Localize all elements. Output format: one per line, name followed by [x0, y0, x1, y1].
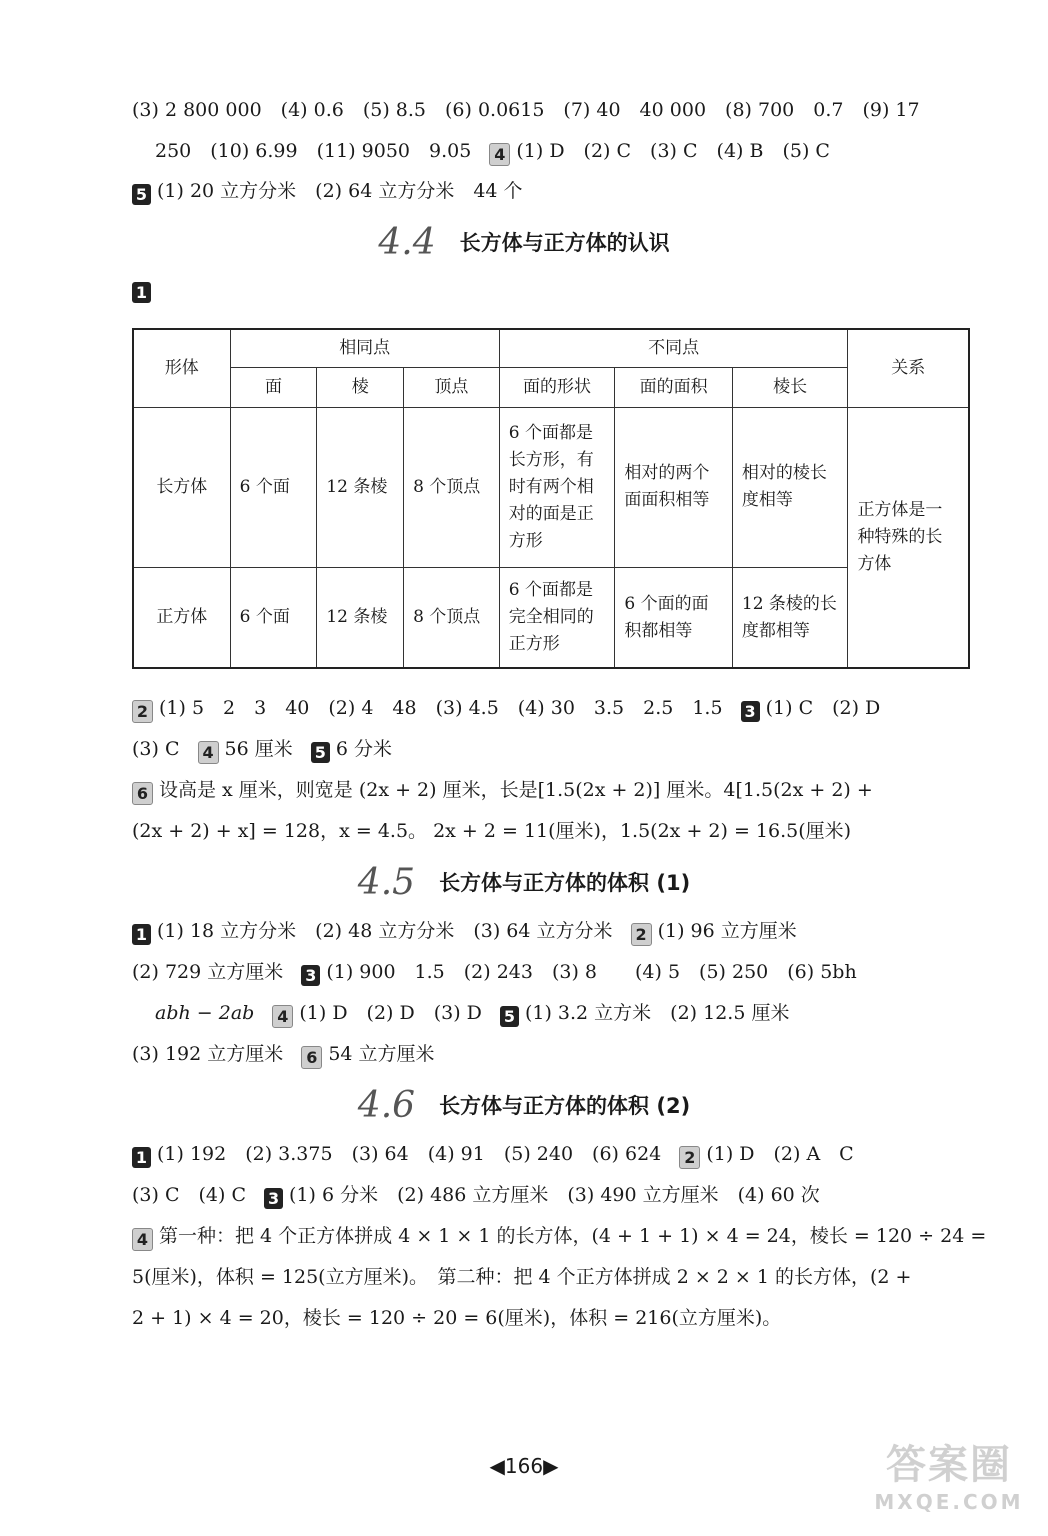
question-badge: 2	[132, 700, 153, 723]
answer-line	[132, 178, 523, 205]
table-subheader: 面	[230, 367, 317, 407]
answer-text: (1) 20 立方分米 (2) 64 立方分米 44 个	[157, 180, 523, 202]
answer-text: (1) 96 立方厘米	[657, 920, 797, 942]
table-cell: 正方体	[133, 568, 230, 668]
table-header: 相同点	[230, 329, 499, 367]
table-cell: 12 条棱的长度都相等	[732, 568, 848, 668]
answer-text: (1) D (2) C (3) C (4) B (5) C	[516, 140, 830, 162]
answer-text: (2) 729 立方厘米	[132, 961, 284, 983]
table-cell: 6 个面	[230, 407, 317, 567]
section-number: 4.4	[378, 222, 436, 263]
answer-text: abh − 2ab	[155, 1002, 255, 1024]
table-header: 形体	[133, 329, 230, 407]
table-cell: 6 个面都是完全相同的正方形	[499, 568, 615, 668]
section-heading	[0, 862, 1048, 903]
question-badge: 3	[741, 701, 760, 722]
section-title: 长方体与正方体的体积 (2)	[439, 1094, 691, 1118]
answer-line	[132, 1041, 435, 1069]
table-header: 关系	[848, 329, 969, 407]
table-subheader: 顶点	[404, 367, 500, 407]
answer-text: (1) 6 分米 (2) 486 立方厘米 (3) 490 立方厘米 (4) 60 次	[289, 1184, 820, 1206]
table-cell: 8 个顶点	[404, 407, 500, 567]
comparison-table	[132, 328, 970, 669]
table-cell: 12 条棱	[317, 568, 404, 668]
answer-line	[132, 1182, 820, 1209]
answer-text: (1) 900 1.5 (2) 243 (3) 8 (4) 5 (5) 250 (6) 5bh	[326, 961, 857, 983]
answer-text: 56 厘米	[224, 738, 293, 760]
question-badge: 3	[264, 1188, 283, 1209]
question-badge: 4	[489, 143, 510, 166]
question-badge: 2	[631, 923, 652, 946]
answer-text: (1) D (2) A C	[706, 1143, 854, 1165]
page-number: ◀166▶	[489, 1454, 559, 1478]
question-badge: 1	[132, 924, 151, 945]
table-cell: 6 个面都是长方形，有时有两个相对的面是正方形	[499, 407, 615, 567]
answer-line	[155, 1000, 789, 1028]
table-subheader: 棱长	[732, 367, 848, 407]
question-badge: 6	[301, 1046, 322, 1069]
answer-text: (1) 192 (2) 3.375 (3) 64 (4) 91 (5) 240 (6) 624	[157, 1143, 662, 1165]
section-heading	[0, 1085, 1048, 1126]
question-badge: 4	[132, 1228, 153, 1251]
answer-text: 250 (10) 6.99 (11) 9050 9.05	[155, 140, 472, 162]
section-title: 长方体与正方体的认识	[459, 231, 670, 255]
section-title: 长方体与正方体的体积 (1)	[439, 871, 691, 895]
table-subheader: 面的形状	[499, 367, 615, 407]
table-subheader: 面的面积	[615, 367, 733, 407]
question-badge: 2	[679, 1146, 700, 1169]
table-cell: 长方体	[133, 407, 230, 567]
answer-line	[132, 1223, 986, 1251]
table-cell: 正方体是一种特殊的长方体	[848, 407, 969, 668]
answer-text: (1) 18 立方分米 (2) 48 立方分米 (3) 64 立方分米	[157, 920, 613, 942]
answer-line	[132, 959, 857, 986]
answer-text: (3) C	[132, 738, 180, 760]
answer-text: (1) D (2) D (3) D	[299, 1002, 482, 1024]
table-subheader: 棱	[317, 367, 404, 407]
question-badge: 1	[132, 1147, 151, 1168]
answer-line	[132, 1141, 854, 1169]
question-badge: 5	[132, 184, 151, 205]
table-cell: 6 个面的面积都相等	[615, 568, 733, 668]
answer-line	[132, 736, 392, 764]
section-number: 4.5	[357, 862, 416, 903]
section-number: 4.6	[357, 1085, 416, 1126]
table-header: 不同点	[499, 329, 848, 367]
answer-text: 54 立方厘米	[328, 1043, 435, 1065]
answer-line	[132, 777, 873, 805]
table-cell: 12 条棱	[317, 407, 404, 567]
answer-line: 5(厘米)，体积 = 125(立方厘米)。 第二种：把 4 个正方体拼成 2 × 2 × 1 的长方体，(2 +	[132, 1266, 912, 1288]
section-heading	[0, 222, 1048, 263]
table-cell: 6 个面	[230, 568, 317, 668]
answer-line	[132, 695, 880, 723]
question-badge: 5	[311, 742, 330, 763]
answer-line: (3) 2 800 000 (4) 0.6 (5) 8.5 (6) 0.0615 (7) 40 40 000 (8) 700 0.7 (9) 17	[132, 99, 920, 121]
table-row	[133, 568, 969, 668]
table-cell: 相对的两个面面积相等	[615, 407, 733, 567]
table-cell: 8 个顶点	[404, 568, 500, 668]
answer-text: (1) C (2) D	[765, 697, 881, 719]
answer-line	[132, 918, 797, 946]
answer-text: 设高是 x 厘米，则宽是 (2x + 2) 厘米，长是[1.5(2x + 2)] 厘米。4[1.5(2x + 2) +	[159, 779, 873, 801]
answer-line: (2x + 2) + x] = 128，x = 4.5。 2x + 2 = 11(厘米)，1.5(2x + 2) = 16.5(厘米)	[132, 820, 852, 842]
question-badge: 4	[198, 741, 219, 764]
question-badge: 5	[500, 1006, 519, 1027]
question-badge: 3	[301, 965, 320, 986]
answer-text: 第一种：把 4 个正方体拼成 4 × 1 × 1 的长方体，(4 + 1 + 1) × 4 = 24，棱长 = 120 ÷ 24 =	[159, 1225, 987, 1247]
answer-line: 2 + 1) × 4 = 20，棱长 = 120 ÷ 20 = 6(厘米)，体积 = 216(立方厘米)。	[132, 1307, 782, 1329]
watermark-logo	[864, 1440, 1034, 1528]
question-badge: 1	[132, 282, 151, 303]
answer-line	[155, 138, 830, 166]
answer-text: (3) 192 立方厘米	[132, 1043, 284, 1065]
table-row	[133, 407, 969, 567]
watermark-text: 答案圈	[886, 1442, 1012, 1488]
answer-line	[132, 276, 157, 303]
answer-text: (3) C (4) C	[132, 1184, 246, 1206]
question-badge: 6	[132, 782, 153, 805]
watermark-url: MXQE.COM	[874, 1490, 1024, 1514]
answer-text: (1) 5 2 3 40 (2) 4 48 (3) 4.5 (4) 30 3.5 2.5 1.5	[159, 697, 723, 719]
table-cell: 相对的棱长度相等	[732, 407, 848, 567]
answer-text: 6 分米	[335, 738, 392, 760]
answer-text: (1) 3.2 立方米 (2) 12.5 厘米	[524, 1002, 790, 1024]
question-badge: 4	[272, 1005, 293, 1028]
